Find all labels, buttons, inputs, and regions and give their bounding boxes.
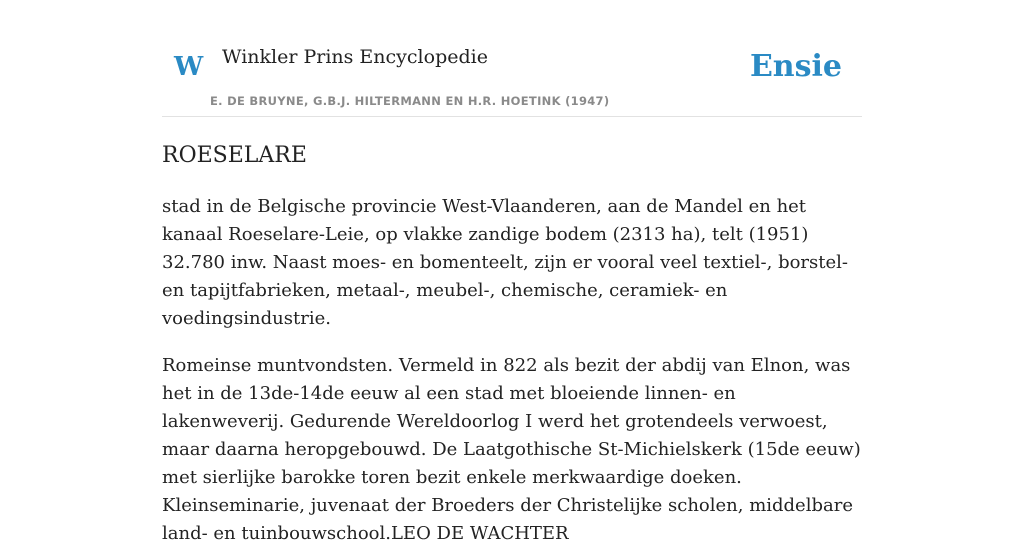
winkler-prins-logo[interactable]: W bbox=[174, 52, 204, 82]
header bbox=[162, 0, 862, 117]
encyclopedia-title[interactable]: Winkler Prins Encyclopedie bbox=[222, 46, 488, 68]
article-paragraph: Romeinse muntvondsten. Vermeld in 822 als bezit der abdij van Elnon, was het in de 13de-14de eeuw al een stad met bloeiende linnen- en lakenweverij. Gedurende Wereldoorlog I werd het grotendeels verwoest, maar daarna heropgebouwd. De Laatgothische St-Michielskerk (15de eeuw) met sierlijke barokke toren bezit enkele merkwaardige doeken. Kleinseminarie, juvenaat der Broeders der Christelijke scholen, middelbare land- en tuinbouwschool.LEO DE WACHTER bbox=[162, 355, 861, 545]
article-headword: ROESELARE bbox=[162, 143, 307, 168]
ensie-logo[interactable]: Ensie bbox=[749, 49, 842, 84]
article-paragraph: stad in de Belgische provincie West-Vlaanderen, aan de Mandel en het kanaal Roeselare-Leie, op vlakke zandige bodem (2313 ha), telt (1951) 32.780 inw. Naast moes- en bomenteelt, zijn er vooral veel textiel-, borstel- en tapijtfabrieken, metaal-, meubel-, chemische, ceramiek- en voedingsindustrie. bbox=[162, 196, 848, 330]
page bbox=[162, 0, 862, 548]
encyclopedia-authors: E. DE BRUYNE, G.B.J. HILTERMANN EN H.R. HOETINK (1947) bbox=[210, 94, 610, 108]
